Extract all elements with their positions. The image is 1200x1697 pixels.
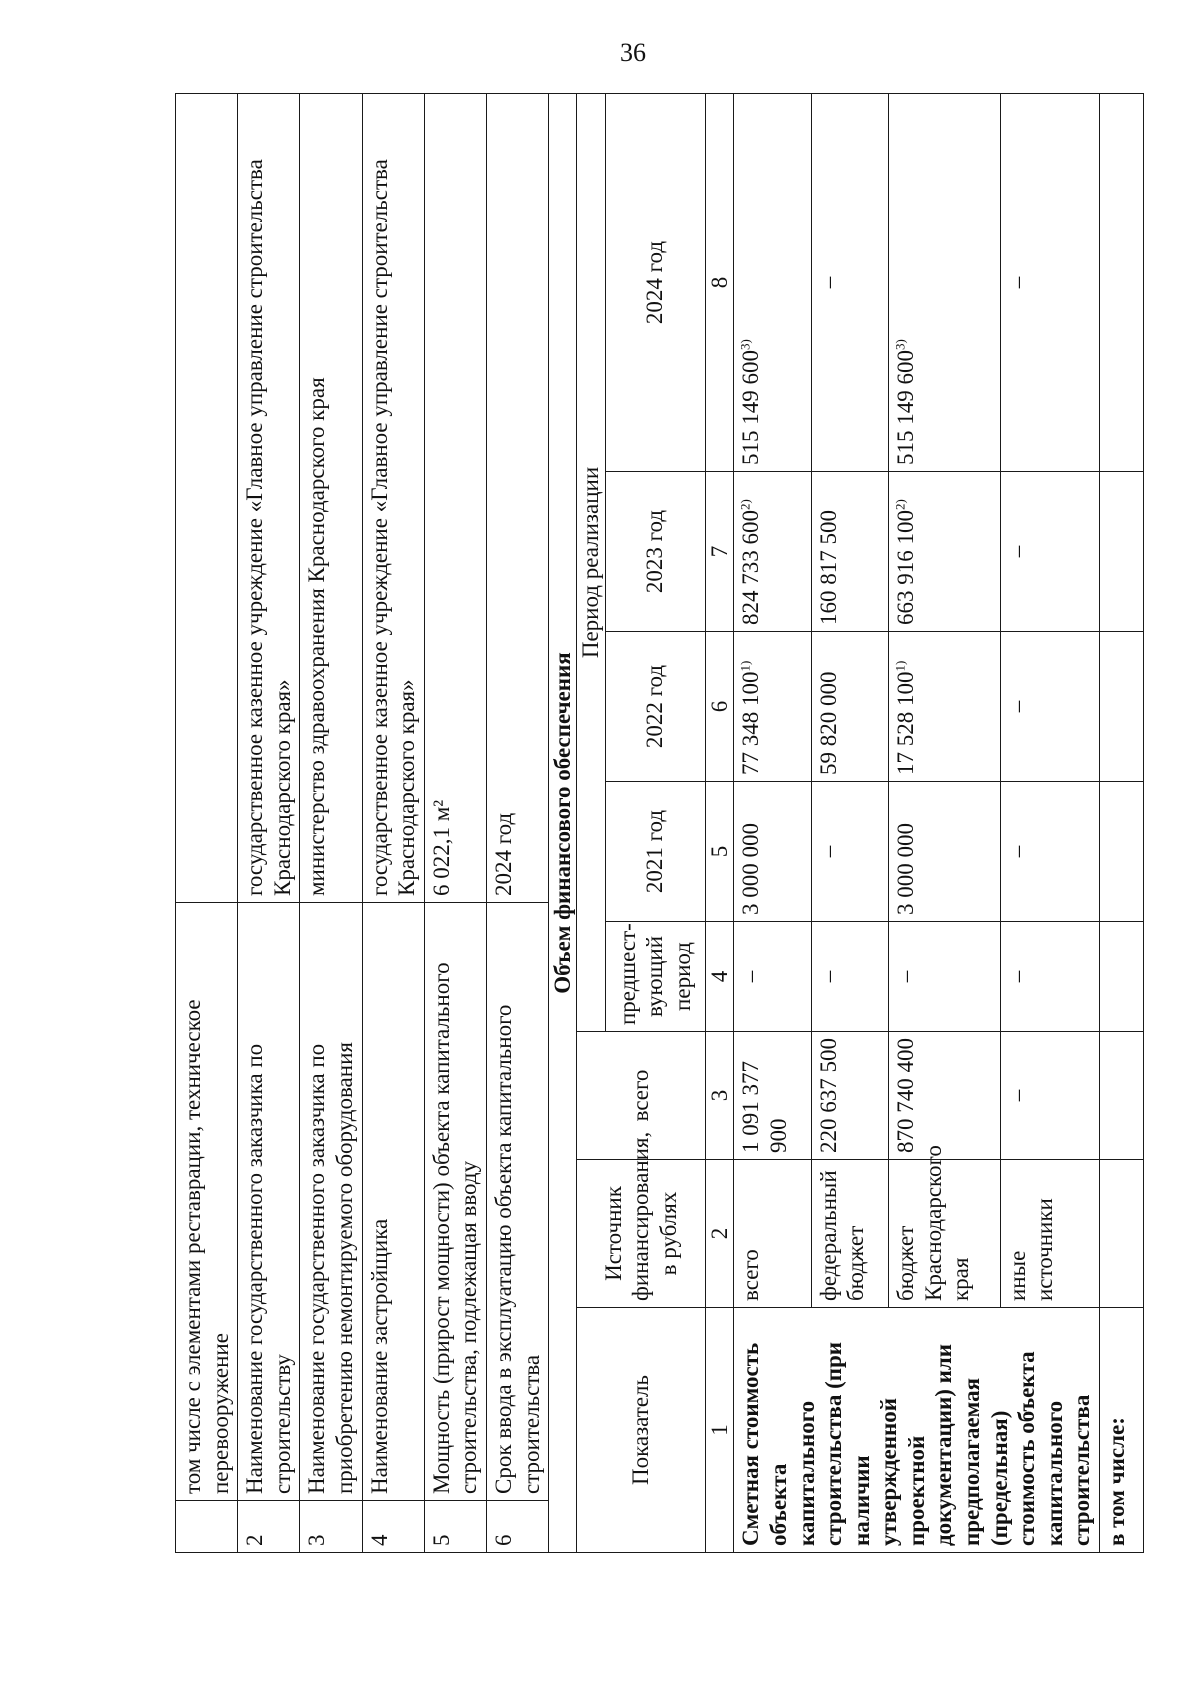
total-value: 1 091 377 900 xyxy=(734,1032,811,1160)
value-2022: – xyxy=(1000,632,1099,782)
prev-value: – xyxy=(888,922,1000,1032)
empty-cell xyxy=(1100,1160,1144,1308)
footnote-mark: 1) xyxy=(892,660,908,672)
header-source: Источник финансирования, в рублях xyxy=(577,1160,706,1308)
value-2023-cell xyxy=(734,472,811,632)
source-label: иные источники xyxy=(1000,1160,1099,1308)
value-2021: 3 000 000 xyxy=(734,782,811,922)
header-2023: 2023 год xyxy=(605,472,705,632)
value-2024-cell xyxy=(734,94,811,472)
info-row xyxy=(300,94,362,1553)
including-label: в том числе: xyxy=(1100,1308,1144,1553)
value-2024: – xyxy=(1000,94,1099,472)
value-2021: 3 000 000 xyxy=(888,782,1000,922)
row-value xyxy=(176,94,238,903)
empty-cell xyxy=(1100,472,1144,632)
row-value: 6 022,1 м² xyxy=(424,94,486,903)
value-2024: 515 149 600 xyxy=(738,350,764,465)
page-number: 36 xyxy=(620,38,646,67)
row-value: 2024 год xyxy=(486,94,548,903)
source-label: всего xyxy=(734,1160,811,1308)
finance-row xyxy=(734,94,811,1553)
value-2022: 17 528 100 xyxy=(892,671,918,775)
row-number xyxy=(176,1501,238,1553)
empty-cell xyxy=(1100,94,1144,472)
col-number: 6 xyxy=(705,632,734,782)
header-total: всего xyxy=(577,1032,706,1160)
row-number: 3 xyxy=(300,1501,362,1553)
finance-title: Объем финансового обеспечения xyxy=(548,94,577,1553)
finance-table xyxy=(548,93,1145,1553)
value-2021: – xyxy=(811,782,888,922)
value-2024: – xyxy=(811,94,888,472)
finance-row xyxy=(1100,94,1144,1553)
row-number: 6 xyxy=(486,1501,548,1553)
info-row xyxy=(424,94,486,1553)
row-number: 4 xyxy=(362,1501,424,1553)
row-number: 2 xyxy=(238,1501,300,1553)
empty-cell xyxy=(1100,632,1144,782)
empty-cell xyxy=(1100,782,1144,922)
value-2022: 59 820 000 xyxy=(811,632,888,782)
row-number: 5 xyxy=(424,1501,486,1553)
rotated-table-wrapper xyxy=(175,93,1130,1553)
col-number: 7 xyxy=(705,472,734,632)
value-2023: 824 733 600 xyxy=(738,510,764,625)
footnote-mark: 3) xyxy=(892,339,908,350)
prev-value: – xyxy=(734,922,811,1032)
col-number: 2 xyxy=(705,1160,734,1308)
empty-cell xyxy=(1100,1032,1144,1160)
row-value: министерство здравоохранения Краснодарского края xyxy=(300,94,362,903)
total-value: 870 740 400 xyxy=(888,1032,1000,1160)
value-2024: 515 149 600 xyxy=(892,350,918,465)
object-info-table xyxy=(175,93,549,1553)
total-value: 220 637 500 xyxy=(811,1032,888,1160)
prev-value: – xyxy=(1000,922,1099,1032)
row-label: Срок ввода в эксплуатацию объекта капитального строительства xyxy=(486,903,548,1501)
prev-value: – xyxy=(811,922,888,1032)
row-label: Наименование застройщика xyxy=(362,903,424,1501)
total-value: – xyxy=(1000,1032,1099,1160)
header-2022: 2022 год xyxy=(605,632,705,782)
value-2023: 160 817 500 xyxy=(811,472,888,632)
value-2022-cell xyxy=(888,632,1000,782)
info-row xyxy=(362,94,424,1553)
info-row xyxy=(238,94,300,1553)
row-value: государственное казенное учреждение «Главное управление строительства Краснодарского края» xyxy=(238,94,300,903)
value-2021: – xyxy=(1000,782,1099,922)
row-label: Наименование государственного заказчика по приобретению немонтируемого оборудования xyxy=(300,903,362,1501)
col-number: 8 xyxy=(705,94,734,472)
footnote-mark: 2) xyxy=(737,499,753,510)
header-indicator: Показатель xyxy=(577,1308,706,1553)
info-row xyxy=(176,94,238,1553)
header-2024: 2024 год xyxy=(605,94,705,472)
value-2023-cell xyxy=(888,472,1000,632)
row-value: государственное казенное учреждение «Главное управление строительства Краснодарского края» xyxy=(362,94,424,903)
row-label: Наименование государственного заказчика по строительству xyxy=(238,903,300,1501)
empty-cell xyxy=(1100,922,1144,1032)
header-period: Период реализации xyxy=(577,94,606,1032)
footnote-mark: 3) xyxy=(737,339,753,350)
col-number: 3 xyxy=(705,1032,734,1160)
row-label: том числе с элементами реставрации, техническое перевооружение xyxy=(176,903,238,1501)
header-2021: 2021 год xyxy=(605,782,705,922)
value-2022: 77 348 100 xyxy=(738,671,764,775)
source-label: федеральный бюджет xyxy=(811,1160,888,1308)
footnote-mark: 1) xyxy=(737,660,753,672)
col-number: 5 xyxy=(705,782,734,922)
footnote-mark: 2) xyxy=(892,499,908,510)
value-2023: 663 916 100 xyxy=(892,510,918,625)
col-number: 1 xyxy=(705,1308,734,1553)
row-label: Мощность (прирост мощности) объекта капитального строительства, подлежащая вводу xyxy=(424,903,486,1501)
value-2024-cell xyxy=(888,94,1000,472)
header-prev: предшест-вующий период xyxy=(605,922,705,1032)
value-2022-cell xyxy=(734,632,811,782)
col-number: 4 xyxy=(705,922,734,1032)
value-2023: – xyxy=(1000,472,1099,632)
info-row xyxy=(486,94,548,1553)
indicator-label: Сметная стоимость объекта капитального строительства (при наличии утвержденной проектной документации) или предполагаемая (предельная) стоимость объекта капитального строительства xyxy=(734,1308,1100,1553)
source-label: бюджет Краснодарского края xyxy=(888,1160,1000,1308)
